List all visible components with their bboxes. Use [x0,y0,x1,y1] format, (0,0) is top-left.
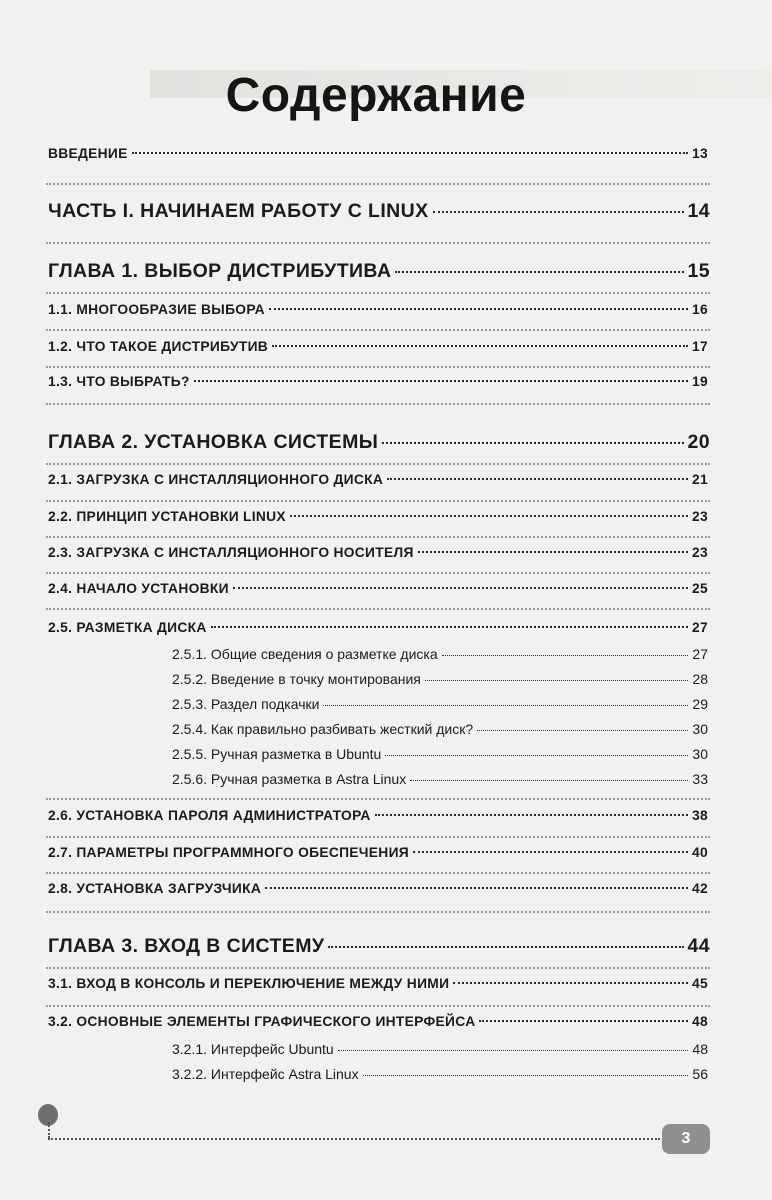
toc-entry-label: 2.4. НАЧАЛО УСТАНОВКИ [48,581,229,596]
toc-entry-2-7 [48,845,708,860]
separator [46,967,710,969]
page-title: Содержание [225,69,527,122]
separator [46,836,710,838]
toc-entry-1-1 [48,302,708,317]
footer-rule [48,1138,660,1140]
footer-rule-stem [48,1122,50,1138]
toc-entry-2-8 [48,881,708,896]
toc-entry-page: 13 [692,146,708,161]
toc-entry-page: 40 [692,845,708,860]
page-number-badge: 3 [662,1124,710,1154]
toc-entry-page: 20 [687,431,710,453]
toc-entry-1-3 [48,374,708,389]
dot-leader [387,478,688,480]
toc-entry-page: 44 [687,935,710,957]
toc-entry-2-5 [48,620,708,635]
toc-entry-chapter-2 [48,431,710,454]
dot-leader [433,211,684,213]
dot-leader [418,551,688,553]
separator [46,329,710,331]
toc-entry-2-3 [48,545,708,560]
toc-entry-page: 25 [692,581,708,596]
dot-leader [132,152,688,154]
dot-leader [233,587,688,589]
dot-leader [382,442,683,444]
toc-entry-3-2 [48,1014,708,1029]
separator [46,366,710,368]
toc-entry-2-5-3 [172,696,708,712]
separator [46,536,710,538]
dot-leader [211,626,688,628]
toc-entry-page: 56 [692,1066,708,1082]
toc-entry-page: 30 [692,746,708,762]
dot-leader [328,946,683,948]
dot-leader [477,730,688,731]
toc-entry-page: 15 [687,260,710,282]
toc-entry-2-5-6 [172,771,708,787]
toc-entry-label: ГЛАВА 2. УСТАНОВКА СИСТЕМЫ [48,431,379,453]
toc-entry-label: 2.5.4. Как правильно разбивать жесткий диск? [172,721,474,737]
dot-leader [272,345,688,347]
toc-entry-page: 45 [692,976,708,991]
toc-entry-page: 27 [692,620,708,635]
toc-entry-label: 1.1. МНОГООБРАЗИЕ ВЫБОРА [48,302,265,317]
toc-entry-page: 33 [692,771,708,787]
toc-entry-3-1 [48,976,708,991]
toc-entry-chapter-3 [48,935,710,958]
toc-entry-label: ЧАСТЬ I. НАЧИНАЕМ РАБОТУ С LINUX [48,200,429,222]
toc-entry-label: 2.5.1. Общие сведения о разметке диска [172,646,438,662]
dot-leader [413,851,688,853]
toc-entry-2-2 [48,509,708,524]
separator [46,183,710,185]
toc-entry-2-5-5 [172,746,708,762]
toc-entry-label: ГЛАВА 1. ВЫБОР ДИСТРИБУТИВА [48,260,392,282]
toc-entry-page: 30 [692,721,708,737]
toc-entry-page: 23 [692,545,708,560]
toc-entry-label: 1.3. ЧТО ВЫБРАТЬ? [48,374,190,389]
dot-leader [410,780,688,781]
dot-leader [363,1075,689,1076]
separator [46,242,710,244]
toc-entry-page: 42 [692,881,708,896]
dot-leader [269,308,688,310]
toc-entry-page: 48 [692,1014,708,1029]
toc-entry-page: 27 [692,646,708,662]
toc-entry-page: 48 [692,1041,708,1057]
toc-entry-2-6 [48,808,708,823]
toc-entry-2-1 [48,472,708,487]
toc-entry-page: 19 [692,374,708,389]
toc-entry-label: 2.5.6. Ручная разметка в Astra Linux [172,771,407,787]
toc-entry-label: 2.5.2. Введение в точку монтирования [172,671,421,687]
dot-leader [290,515,688,517]
toc-entry-page: 23 [692,509,708,524]
separator [46,572,710,574]
dot-leader [395,271,683,273]
dot-leader [323,705,688,706]
toc-entry-3-2-2 [172,1066,708,1082]
dot-leader [479,1020,688,1022]
separator [46,463,710,465]
toc-entry-label: 2.7. ПАРАМЕТРЫ ПРОГРАММНОГО ОБЕСПЕЧЕНИЯ [48,845,409,860]
dot-leader [338,1050,689,1051]
toc-entry-label: 2.5. РАЗМЕТКА ДИСКА [48,620,207,635]
toc-entry-label: 2.5.5. Ручная разметка в Ubuntu [172,746,382,762]
toc-entry-label: 2.3. ЗАГРУЗКА С ИНСТАЛЛЯЦИОННОГО НОСИТЕЛЯ [48,545,414,560]
toc-entry-page: 16 [692,302,708,317]
toc-entry-page: 17 [692,339,708,354]
dot-leader [442,655,689,656]
dot-leader [375,814,688,816]
toc-entry-chapter-1 [48,260,710,283]
toc-entry-2-5-2 [172,671,708,687]
toc-entry-label: ГЛАВА 3. ВХОД В СИСТЕМУ [48,935,325,957]
toc-entry-3-2-1 [172,1041,708,1057]
toc-entry-label: 2.2. ПРИНЦИП УСТАНОВКИ LINUX [48,509,286,524]
separator [46,403,710,405]
dot-leader [453,982,688,984]
toc-entry-label: 2.6. УСТАНОВКА ПАРОЛЯ АДМИНИСТРАТОРА [48,808,371,823]
toc-entry-introduction [48,146,708,161]
separator [46,608,710,610]
separator [46,292,710,294]
toc-entry-page: 29 [692,696,708,712]
toc-entry-label: 1.2. ЧТО ТАКОЕ ДИСТРИБУТИВ [48,339,269,354]
separator [46,798,710,800]
separator [46,1005,710,1007]
toc-entry-label: 2.1. ЗАГРУЗКА С ИНСТАЛЛЯЦИОННОГО ДИСКА [48,472,384,487]
toc-entry-label: 2.5.3. Раздел подкачки [172,696,320,712]
toc-entry-label: 3.2. ОСНОВНЫЕ ЭЛЕМЕНТЫ ГРАФИЧЕСКОГО ИНТЕРФЕЙСА [48,1014,476,1029]
toc-entry-page: 21 [692,472,708,487]
separator [46,872,710,874]
separator [46,500,710,502]
toc-entry-label: 3.2.2. Интерфейс Astra Linux [172,1066,359,1082]
toc-entry-1-2 [48,339,708,354]
dot-leader [425,680,689,681]
toc-entry-page: 14 [687,200,710,222]
toc-entry-page: 28 [692,671,708,687]
toc-entry-2-5-4 [172,721,708,737]
toc-entry-part-1 [48,200,710,223]
dot-leader [385,755,688,756]
dot-leader [194,380,688,382]
toc-entry-2-5-1 [172,646,708,662]
toc-entry-label: 3.1. ВХОД В КОНСОЛЬ И ПЕРЕКЛЮЧЕНИЕ МЕЖДУ НИМИ [48,976,450,991]
separator [46,911,710,913]
toc-entry-label: 2.8. УСТАНОВКА ЗАГРУЗЧИКА [48,881,262,896]
toc-entry-2-4 [48,581,708,596]
toc-entry-label: ВВЕДЕНИЕ [48,146,128,161]
toc-entry-page: 38 [692,808,708,823]
toc-entry-label: 3.2.1. Интерфейс Ubuntu [172,1041,334,1057]
dot-leader [265,887,688,889]
